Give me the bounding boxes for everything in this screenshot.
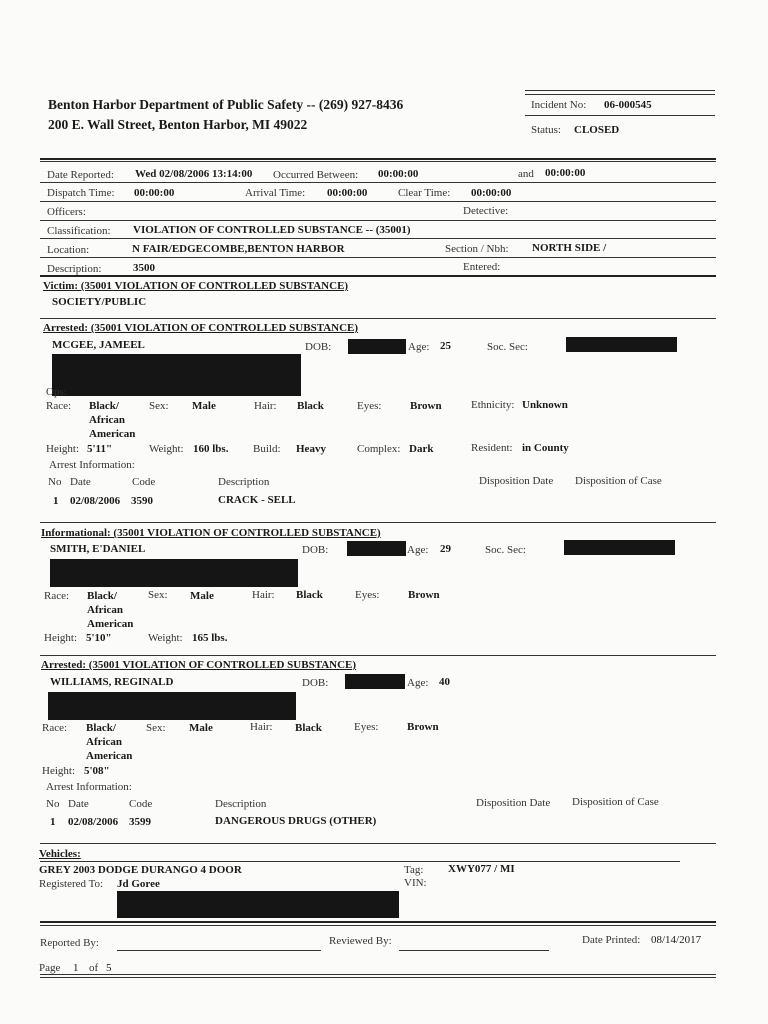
rule [40, 318, 716, 319]
vehicle-description: GREY 2003 DODGE DURANGO 4 DOOR [39, 864, 242, 876]
person3-heading: Arrested: (35001 VIOLATION OF CONTROLLED SUBSTANCE) [41, 659, 357, 671]
redaction-block [345, 674, 405, 689]
arrest-row-description: CRACK - SELL [218, 494, 296, 506]
col-description: Description [218, 476, 270, 488]
clear-value: 00:00:00 [471, 187, 512, 199]
person1-race-3: American [89, 428, 136, 440]
person1-weight-label: Weight: [149, 443, 184, 455]
status-label: Status: [531, 124, 561, 136]
rule [40, 257, 716, 258]
description-label: Description: [47, 263, 102, 275]
detective-label: Detective: [463, 205, 509, 217]
page-total: 5 [106, 962, 112, 974]
person1-height: 5'11" [87, 443, 113, 455]
person2-hair: Black [296, 589, 323, 601]
person2-height-label: Height: [44, 632, 77, 644]
person2-weight: 165 lbs. [192, 632, 228, 644]
person1-hair: Black [297, 400, 324, 412]
incident-box-mid [525, 115, 715, 116]
col-date: Date [68, 798, 89, 810]
person3-race-3: American [86, 750, 133, 762]
person1-build: Heavy [296, 443, 326, 455]
col-description: Description [215, 798, 267, 810]
person3-race-label: Race: [42, 722, 68, 734]
person1-age-label: Age: [408, 341, 430, 353]
dispatch-value: 00:00:00 [134, 187, 175, 199]
incident-box-top [525, 90, 715, 95]
redaction-block [52, 354, 301, 396]
redaction-block [348, 339, 406, 354]
col-no: No [48, 476, 62, 488]
person3-hair-label: Hair: [250, 721, 273, 733]
rule [40, 921, 716, 923]
page-number: 1 [73, 962, 79, 974]
rule [40, 843, 716, 844]
col-disposition-date: Disposition Date [476, 797, 551, 809]
rule [40, 977, 716, 978]
person2-soc-label: Soc. Sec: [485, 544, 526, 556]
person1-ethnicity: Unknown [522, 399, 568, 411]
agency-line: Benton Harbor Department of Public Safety -- (269) 927-8436 [48, 97, 404, 112]
rule [40, 861, 680, 862]
rule [40, 925, 716, 926]
registered-value: Jd Goree [117, 878, 160, 890]
rule [40, 158, 716, 160]
person3-hair: Black [295, 722, 322, 734]
rule [40, 974, 716, 975]
person2-weight-label: Weight: [148, 632, 183, 644]
classification-label: Classification: [47, 225, 111, 237]
person2-eyes: Brown [408, 589, 440, 601]
redaction-block [347, 541, 406, 556]
arrest-row-date: 02/08/2006 [68, 816, 119, 828]
person1-dob-label: DOB: [305, 341, 332, 353]
person3-eyes: Brown [407, 721, 439, 733]
arrest-row-date: 02/08/2006 [70, 495, 121, 507]
arrest-row-description: DANGEROUS DRUGS (OTHER) [215, 815, 377, 827]
person1-resident: in County [522, 442, 569, 454]
person1-ethnicity-label: Ethnicity: [471, 399, 515, 411]
person3-sex: Male [189, 722, 213, 734]
person2-name: SMITH, E'DANIEL [50, 543, 146, 555]
status-value: CLOSED [574, 124, 620, 136]
person3-race-1: Black/ [86, 722, 116, 734]
tag-label: Tag: [404, 864, 424, 876]
redaction-block [564, 540, 675, 555]
person2-dob-label: DOB: [302, 544, 329, 556]
section-value: NORTH SIDE / [532, 242, 607, 254]
victim-heading: Victim: (35001 VIOLATION OF CONTROLLED SUBSTANCE) [43, 280, 349, 292]
person1-race-1: Black/ [89, 400, 119, 412]
arrival-value: 00:00:00 [327, 187, 368, 199]
rule [40, 238, 716, 239]
description-value: 3500 [133, 262, 155, 274]
person3-name: WILLIAMS, REGINALD [50, 676, 174, 688]
person1-ops-label: Ops: [46, 386, 67, 398]
location-value: N FAIR/EDGECOMBE,BENTON HARBOR [132, 243, 345, 255]
classification-value: VIOLATION OF CONTROLLED SUBSTANCE -- (35001) [133, 224, 411, 236]
person2-race-3: American [87, 618, 134, 630]
redaction-block [50, 559, 298, 587]
address-line: 200 E. Wall Street, Benton Harbor, MI 49022 [48, 117, 308, 132]
person3-dob-label: DOB: [302, 677, 329, 689]
date-reported-value: Wed 02/08/2006 13:14:00 [135, 168, 253, 180]
col-code: Code [129, 798, 153, 810]
date-reported-label: Date Reported: [47, 169, 114, 181]
person1-eyes-label: Eyes: [357, 400, 382, 412]
date-printed-label: Date Printed: [582, 934, 641, 946]
rule [40, 655, 716, 656]
person1-hair-label: Hair: [254, 400, 277, 412]
person3-sex-label: Sex: [146, 722, 166, 734]
page-of-label: of [89, 962, 99, 974]
and-value: 00:00:00 [545, 167, 586, 179]
person2-eyes-label: Eyes: [355, 589, 380, 601]
col-code: Code [132, 476, 156, 488]
person1-complex: Dark [409, 443, 434, 455]
person1-weight: 160 lbs. [193, 443, 229, 455]
rule [40, 220, 716, 221]
arrest-row-code: 3590 [131, 495, 153, 507]
person2-age-label: Age: [407, 544, 429, 556]
occurred-between-value: 00:00:00 [378, 168, 419, 180]
vin-label: VIN: [404, 877, 427, 889]
victim-name: SOCIETY/PUBLIC [52, 296, 147, 308]
person1-race-label: Race: [46, 400, 72, 412]
entered-label: Entered: [463, 261, 501, 273]
person1-heading: Arrested: (35001 VIOLATION OF CONTROLLED SUBSTANCE) [43, 322, 359, 334]
page-label: Page [39, 962, 61, 974]
dispatch-label: Dispatch Time: [47, 187, 115, 199]
person2-height: 5'10" [86, 632, 112, 644]
and-label: and [518, 168, 534, 180]
tag-value: XWY077 / MI [448, 863, 515, 875]
person1-build-label: Build: [253, 443, 281, 455]
person2-heading: Informational: (35001 VIOLATION OF CONTROLLED SUBSTANCE) [41, 527, 381, 539]
person1-resident-label: Resident: [471, 442, 513, 454]
person1-arrest-info-label: Arrest Information: [49, 459, 135, 471]
person3-arrest-info-label: Arrest Information: [46, 781, 132, 793]
incident-label: Incident No: [531, 99, 587, 111]
vehicles-heading: Vehicles: [39, 848, 81, 860]
reviewed-by-label: Reviewed By: [329, 935, 392, 947]
person2-race-1: Black/ [87, 590, 117, 602]
col-disposition-date: Disposition Date [479, 475, 554, 487]
person1-soc-label: Soc. Sec: [487, 341, 528, 353]
arrival-label: Arrival Time: [245, 187, 306, 199]
location-label: Location: [47, 244, 90, 256]
section-label: Section / Nbh: [445, 243, 509, 255]
person1-race-2: African [89, 414, 126, 426]
rule [40, 161, 716, 162]
person2-race-2: African [87, 604, 124, 616]
person1-complex-label: Complex: [357, 443, 401, 455]
reported-by-label: Reported By: [40, 937, 99, 949]
col-no: No [46, 798, 60, 810]
rule [40, 275, 716, 277]
occurred-between-label: Occurred Between: [273, 169, 359, 181]
rule [40, 182, 716, 183]
person3-race-2: African [86, 736, 123, 748]
reported-by-line [117, 950, 321, 951]
arrest-row-no: 1 [53, 495, 59, 507]
redaction-block [566, 337, 677, 352]
person3-height: 5'08" [84, 765, 110, 777]
person3-height-label: Height: [42, 765, 75, 777]
person2-hair-label: Hair: [252, 589, 275, 601]
person1-sex: Male [192, 400, 216, 412]
redaction-block [117, 891, 399, 918]
redaction-block [48, 692, 296, 720]
person3-eyes-label: Eyes: [354, 721, 379, 733]
col-disposition-case: Disposition of Case [572, 796, 659, 808]
date-printed-value: 08/14/2017 [651, 934, 702, 946]
person1-sex-label: Sex: [149, 400, 169, 412]
person2-age: 29 [440, 543, 451, 555]
rule [40, 522, 716, 523]
incident-value: 06-000545 [604, 99, 652, 111]
reviewed-by-line [399, 950, 549, 951]
person2-race-label: Race: [44, 590, 70, 602]
rule [40, 201, 716, 202]
officers-label: Officers: [47, 206, 86, 218]
person1-eyes: Brown [410, 400, 442, 412]
col-date: Date [70, 476, 91, 488]
person1-height-label: Height: [46, 443, 79, 455]
arrest-row-code: 3599 [129, 816, 151, 828]
arrest-row-no: 1 [50, 816, 56, 828]
person1-age: 25 [440, 340, 451, 352]
person3-age: 40 [439, 676, 450, 688]
person3-age-label: Age: [407, 677, 429, 689]
person2-sex: Male [190, 590, 214, 602]
col-disposition-case: Disposition of Case [575, 475, 662, 487]
person1-name: MCGEE, JAMEEL [52, 339, 145, 351]
clear-label: Clear Time: [398, 187, 451, 199]
person2-sex-label: Sex: [148, 589, 168, 601]
registered-label: Registered To: [39, 878, 104, 890]
